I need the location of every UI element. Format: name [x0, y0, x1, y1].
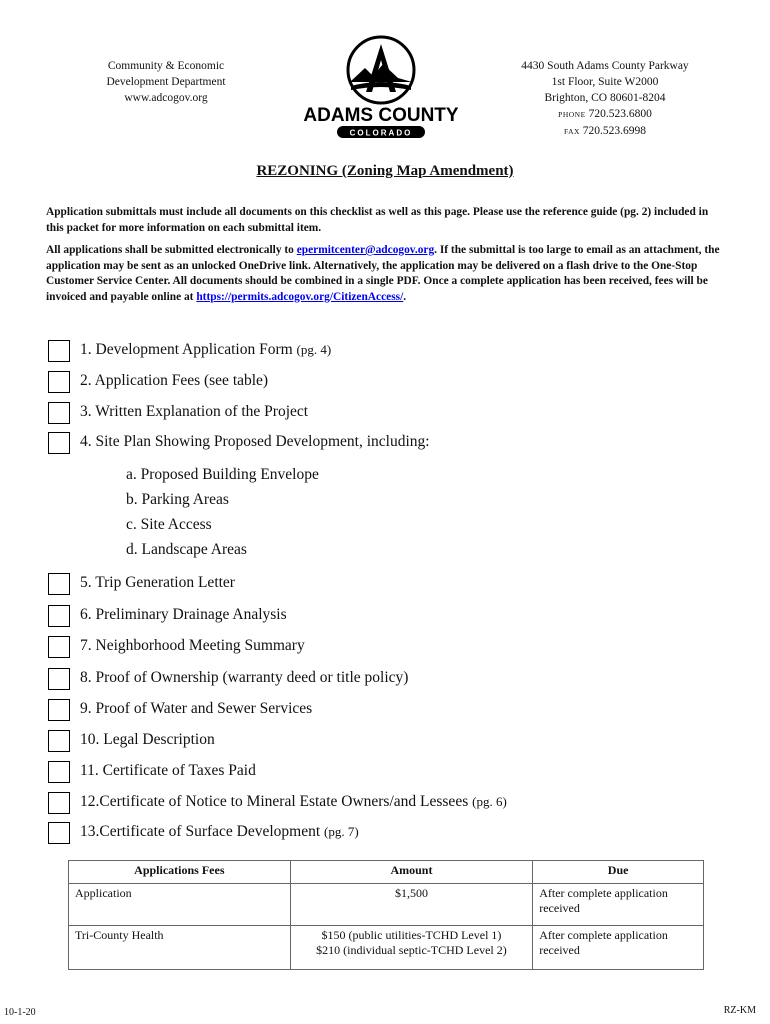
fax-number: 720.523.6998 [582, 125, 647, 137]
site-plan-sub-b: b. Parking Areas [126, 491, 229, 508]
address-line-3: Brighton, CO 80601-8204 [544, 92, 666, 104]
checkbox-13[interactable] [48, 822, 70, 844]
checklist-label-1: 1. Development Application Form [80, 341, 297, 358]
fees-table [68, 860, 704, 970]
fee-amount-line-1: $150 (public utilities-TCHD Level 1) [321, 927, 502, 942]
fee-due: After complete application received [533, 883, 704, 925]
checkbox-7[interactable] [48, 636, 70, 658]
dept-line-2: Development Department [106, 76, 226, 88]
phone-line [508, 106, 702, 123]
fee-amount [290, 925, 533, 969]
address-line-1: 4430 South Adams County Parkway [521, 60, 689, 72]
fee-amount-line-2: $210 (individual septic-TCHD Level 2) [316, 943, 507, 957]
checklist-label-8: 8. Proof of Ownership (warranty deed or title policy) [80, 669, 409, 686]
checkbox-10[interactable] [48, 730, 70, 752]
site-plan-sub-a: a. Proposed Building Envelope [126, 466, 319, 483]
checkbox-3[interactable] [48, 402, 70, 424]
logo-state: COLORADO [349, 128, 413, 138]
table-header-row [69, 861, 704, 884]
address-block [508, 58, 702, 140]
form-code: RZ-KM [723, 1005, 756, 1016]
checkbox-12[interactable] [48, 792, 70, 814]
checkbox-1[interactable] [48, 340, 70, 362]
revision-date: 10-1-20 [4, 1007, 36, 1018]
logo-name: ADAMS COUNTY [303, 105, 459, 126]
checkbox-2[interactable] [48, 371, 70, 393]
site-plan-sub-c: c. Site Access [126, 516, 212, 533]
phone-label: PHONE [558, 110, 586, 119]
fax-line [508, 123, 702, 140]
checklist-note-12: (pg. 6) [472, 794, 507, 809]
intro-text-b: . If the submittal is too large to email as an attachment, the application may be sent as an unlocked OneDrive link. Alternatively, the application may be delivered on a flash drive to the One-Stop Customer Service Center. All documents should be combined in a single PDF. Once a complete application has been received, fees will be invoiced and payable online at [46, 244, 720, 303]
checklist-label-7: 7. Neighborhood Meeting Summary [80, 637, 305, 654]
header-fees: Applications Fees [69, 861, 291, 884]
checklist-label-4: 4. Site Plan Showing Proposed Development, including: [80, 433, 430, 450]
checklist-label-12: 12.Certificate of Notice to Mineral Estate Owners/and Lessees [80, 793, 473, 810]
checklist-label-6: 6. Preliminary Drainage Analysis [80, 606, 287, 623]
permits-link[interactable]: https://permits.adcogov.org/CitizenAccess/ [196, 290, 404, 303]
website: www.adcogov.org [124, 92, 208, 104]
logo-emblem-icon [303, 30, 459, 142]
checkbox-5[interactable] [48, 573, 70, 595]
address-line-2: 1st Floor, Suite W2000 [551, 76, 659, 88]
fee-due: After complete application received [533, 925, 704, 969]
checklist-label-5: 5. Trip Generation Letter [80, 574, 235, 591]
checklist-note-13: (pg. 7) [324, 824, 359, 839]
checklist-label-3: 3. Written Explanation of the Project [80, 403, 309, 420]
checkbox-6[interactable] [48, 605, 70, 627]
fax-label: FAX [563, 127, 580, 136]
checkbox-9[interactable] [48, 699, 70, 721]
dept-line-1: Community & Economic [107, 60, 225, 72]
fee-amount [290, 883, 533, 925]
checklist-label-9: 9. Proof of Water and Sewer Services [80, 700, 313, 717]
checkbox-4[interactable] [48, 432, 70, 454]
intro-paragraph-1: Application submittals must include all documents on this checklist as well as this page. Please use the reference guide (pg. 2) included in this packet for more information on each submittal item. [46, 206, 709, 234]
checklist-label-10: 10. Legal Description [80, 731, 215, 748]
site-plan-sub-d: d. Landscape Areas [126, 541, 247, 558]
fee-amount-line-1: $1,500 [394, 885, 428, 900]
fee-name: Tri-County Health [69, 925, 291, 969]
intro-paragraph-2 [46, 243, 726, 305]
checklist-label-2: 2. Application Fees (see table) [80, 372, 269, 389]
page-title: REZONING (Zoning Map Amendment) [256, 163, 514, 179]
email-link[interactable]: epermitcenter@adcogov.org [296, 244, 435, 256]
checklist-label-13: 13.Certificate of Surface Development [80, 823, 325, 840]
header-amount: Amount [290, 861, 533, 884]
adams-county-logo [303, 30, 459, 142]
intro-text-a: All applications shall be submitted electronically to [46, 244, 297, 256]
intro-text-c: . [403, 290, 407, 303]
table-row [69, 925, 704, 969]
checklist-note-1: (pg. 4) [296, 342, 332, 357]
checklist-label-11: 11. Certificate of Taxes Paid [80, 762, 256, 779]
header-due: Due [533, 861, 704, 884]
checkbox-11[interactable] [48, 761, 70, 783]
phone-number: 720.523.6800 [588, 108, 652, 120]
fee-name: Application [69, 883, 291, 925]
department-block [96, 58, 236, 106]
checkbox-8[interactable] [48, 668, 70, 690]
table-row [69, 883, 704, 925]
